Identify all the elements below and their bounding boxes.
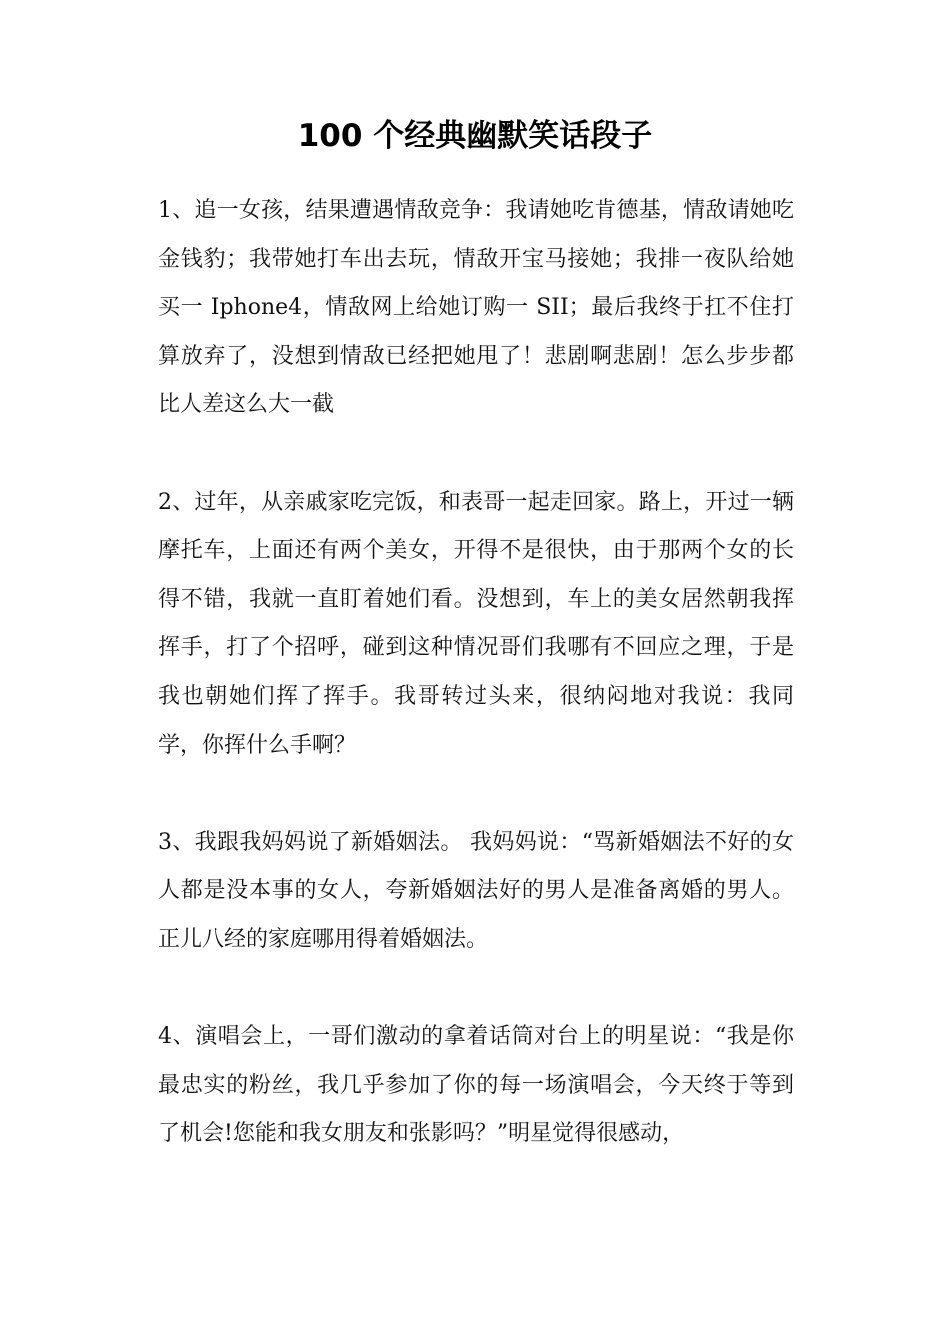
document-body [158,187,794,1159]
document-title: 100 个经典幽默笑话段子 [297,118,653,154]
joke-paragraph-1: 1、追一女孩，结果遭遇情敌竞争：我请她吃肯德基，情敌请她吃金钱豹；我带她打车出去玩，情敌开宝马接她；我排一夜队给她买一 Iphone4，情敌网上给她订购一 SII；最后我终于扛不住打算放弃了，没想到情敌已经把她甩了！悲剧啊悲剧！怎么步步都比人差这么大一截 [158,198,794,418]
joke-paragraph-4: 4、演唱会上，一哥们激动的拿着话筒对台上的明星说：“我是你最忠实的粉丝，我几乎参加了你的每一场演唱会，今天终于等到了机会!您能和我女朋友和张影吗？”明星觉得很感动， [158,1024,794,1147]
joke-paragraph-3: 3、我跟我妈妈说了新婚姻法。 我妈妈说：“骂新婚姻法不好的女人都是没本事的女人，夸新婚姻法好的男人是准备离婚的男人。正儿八经的家庭哪用得着婚姻法。 [158,829,794,952]
joke-paragraph-2: 2、过年，从亲戚家吃完饭，和表哥一起走回家。路上，开过一辆摩托车，上面还有两个美女，开得不是很快，由于那两个女的长得不错，我就一直盯着她们看。没想到，车上的美女居然朝我挥挥手，打了个招呼，碰到这种情况哥们我哪有不回应之理，于是我也朝她们挥了挥手。我哥转过头来，很纳闷地对我说：我同学，你挥什么手啊？ [158,489,794,758]
